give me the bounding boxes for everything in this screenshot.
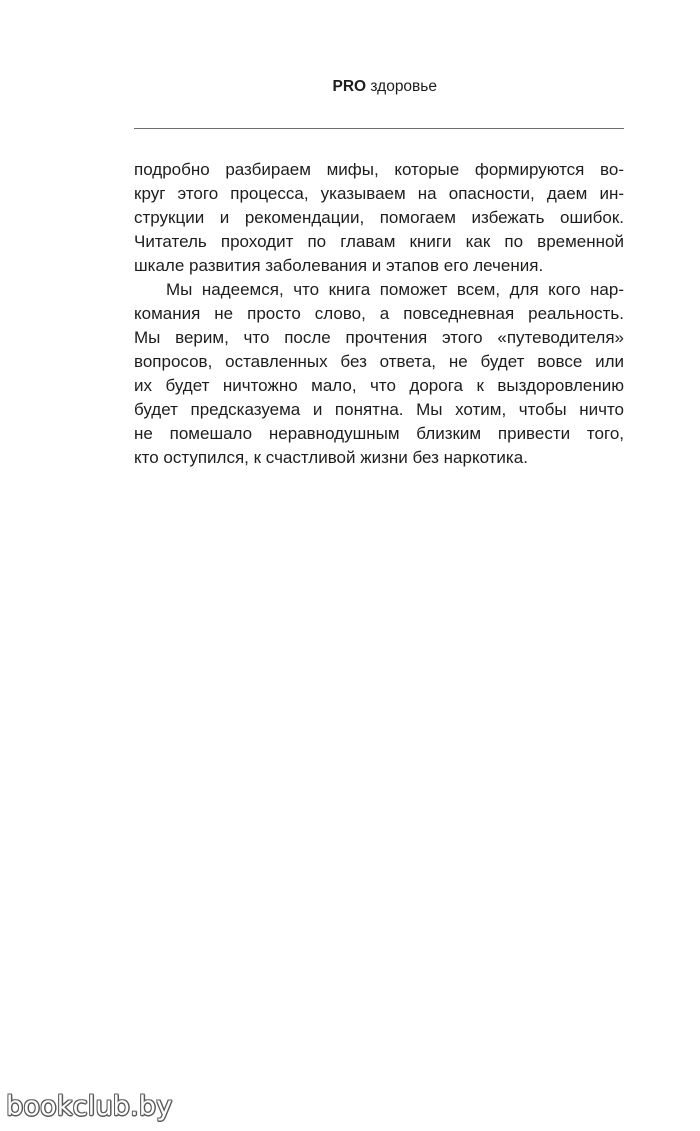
text-line: шкале развития заболевания и этапов его лечения. <box>134 256 544 275</box>
running-head-series: PRO <box>332 78 367 95</box>
text-line: не помешало неравнодушным близким привести того, <box>134 424 624 443</box>
text-line: подробно разбираем мифы, которые формируются во- <box>134 160 624 179</box>
text-line: Мы надеемся, что книга поможет всем, для кого нар- <box>166 280 624 299</box>
text-line: будет предсказуема и понятна. Мы хотим, чтобы ничто <box>134 400 624 419</box>
running-head <box>134 77 437 97</box>
text-line: Мы верим, что после прочтения этого «путеводителя» <box>134 328 624 347</box>
header-rule <box>134 128 624 129</box>
text-line: вопросов, оставленных без ответа, не будет вовсе или <box>134 352 624 371</box>
paragraph-1 <box>134 158 624 278</box>
watermark: bookclub.by <box>6 1091 173 1122</box>
text-line: комания не просто слово, а повседневная реальность. <box>134 304 624 323</box>
text-line: кто оступился, к счастливой жизни без наркотика. <box>134 448 528 467</box>
page-body <box>134 158 624 470</box>
running-head-title: здоровье <box>366 78 437 95</box>
text-line: Читатель проходит по главам книги как по временной <box>134 232 624 251</box>
text-line: круг этого процесса, указываем на опасности, даем ин- <box>134 184 624 203</box>
text-line: струкции и рекомендации, помогаем избежать ошибок. <box>134 208 624 227</box>
paragraph-2 <box>134 278 624 470</box>
text-line: их будет ничтожно мало, что дорога к выздоровлению <box>134 376 624 395</box>
